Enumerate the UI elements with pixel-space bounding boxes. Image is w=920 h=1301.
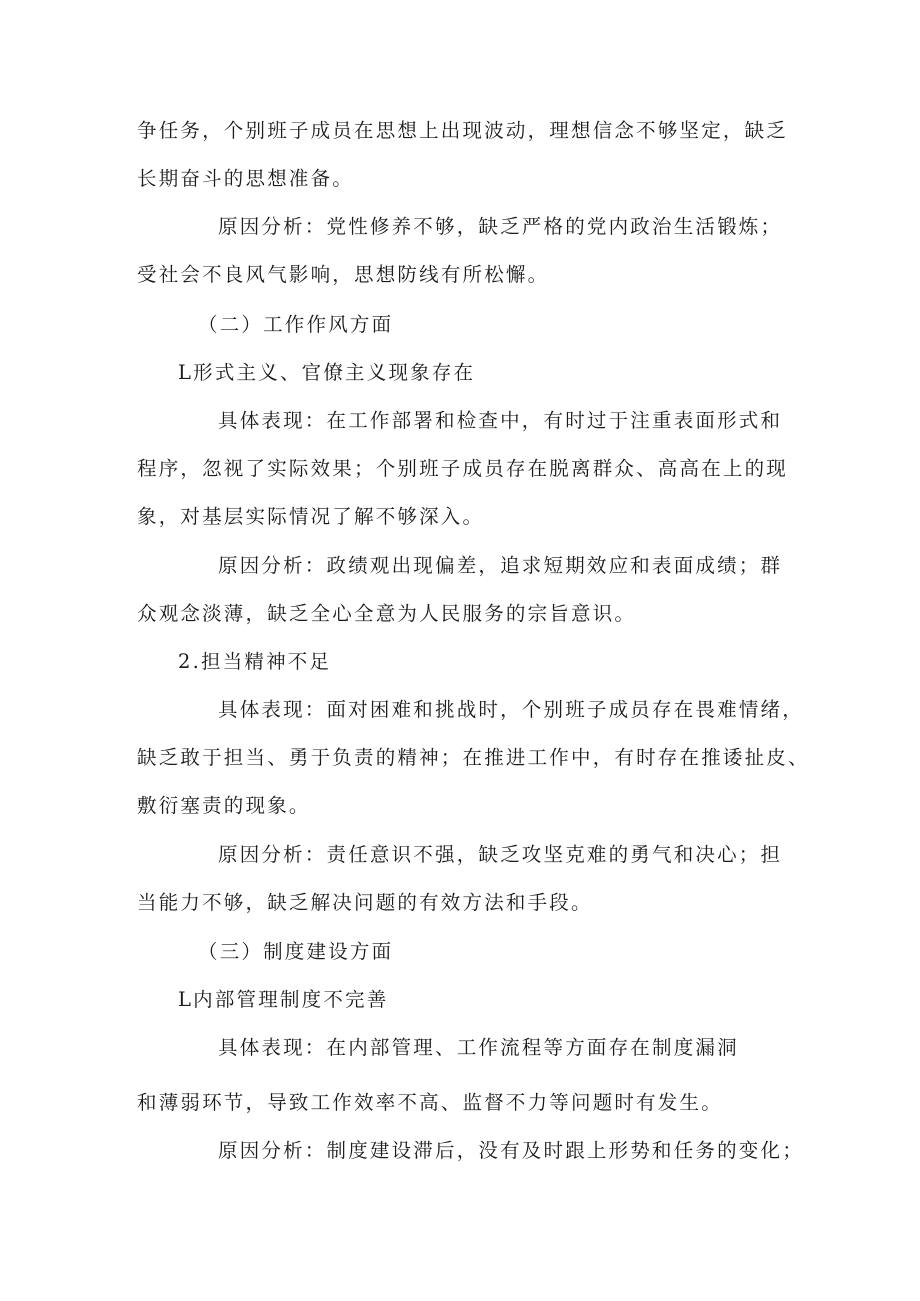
body-line: 敷衍塞责的现象。 <box>137 794 311 817</box>
body-line: 长期奋斗的思想准备。 <box>137 167 355 190</box>
body-line: 具体表现：在工作部署和检查中，有时过于注重表面形式和 <box>218 409 783 432</box>
body-line: 和薄弱环节，导致工作效率不高、监督不力等问题时有发生。 <box>137 1091 723 1114</box>
subsection-heading: 2.担当精神不足 <box>178 650 332 673</box>
body-line: 具体表现：面对困难和挑战时，个别班子成员存在畏难情绪， <box>218 698 804 721</box>
section-heading: （三）制度建设方面 <box>198 940 394 963</box>
body-line: 原因分析：责任意识不强，缺乏攻坚克难的勇气和决心；担 <box>218 843 783 866</box>
body-line: 当能力不够，缺乏解决问题的有效方法和手段。 <box>137 891 593 914</box>
body-line: 受社会不良风气影响，思想防线有所松懈。 <box>137 263 550 286</box>
subsection-heading: L内部管理制度不完善 <box>178 988 389 1011</box>
body-line: 具体表现：在内部管理、工作流程等方面存在制度漏洞 <box>218 1036 739 1059</box>
subsection-heading: L形式主义、官僚主义现象存在 <box>178 361 476 384</box>
body-line: 原因分析：政绩观出现偏差，追求短期效应和表面成绩；群 <box>218 554 783 577</box>
body-line: 程序，忽视了实际效果；个别班子成员存在脱离群众、高高在上的现 <box>137 457 789 480</box>
body-line: 原因分析：制度建设滞后，没有及时跟上形势和任务的变化； <box>218 1139 804 1162</box>
section-heading: （二）工作作风方面 <box>198 313 394 336</box>
body-line: 争任务，个别班子成员在思想上出现波动，理想信念不够坚定，缺乏 <box>137 119 789 142</box>
body-line: 象，对基层实际情况了解不够深入。 <box>137 505 485 528</box>
body-line: 缺乏敢于担当、勇于负责的精神；在推进工作中，有时存在推诿扯皮、 <box>137 746 810 769</box>
body-line: 原因分析：党性修养不够，缺乏严格的党内政治生活锻炼； <box>218 215 783 238</box>
body-line: 众观念淡薄，缺乏全心全意为人民服务的宗旨意识。 <box>137 602 637 625</box>
